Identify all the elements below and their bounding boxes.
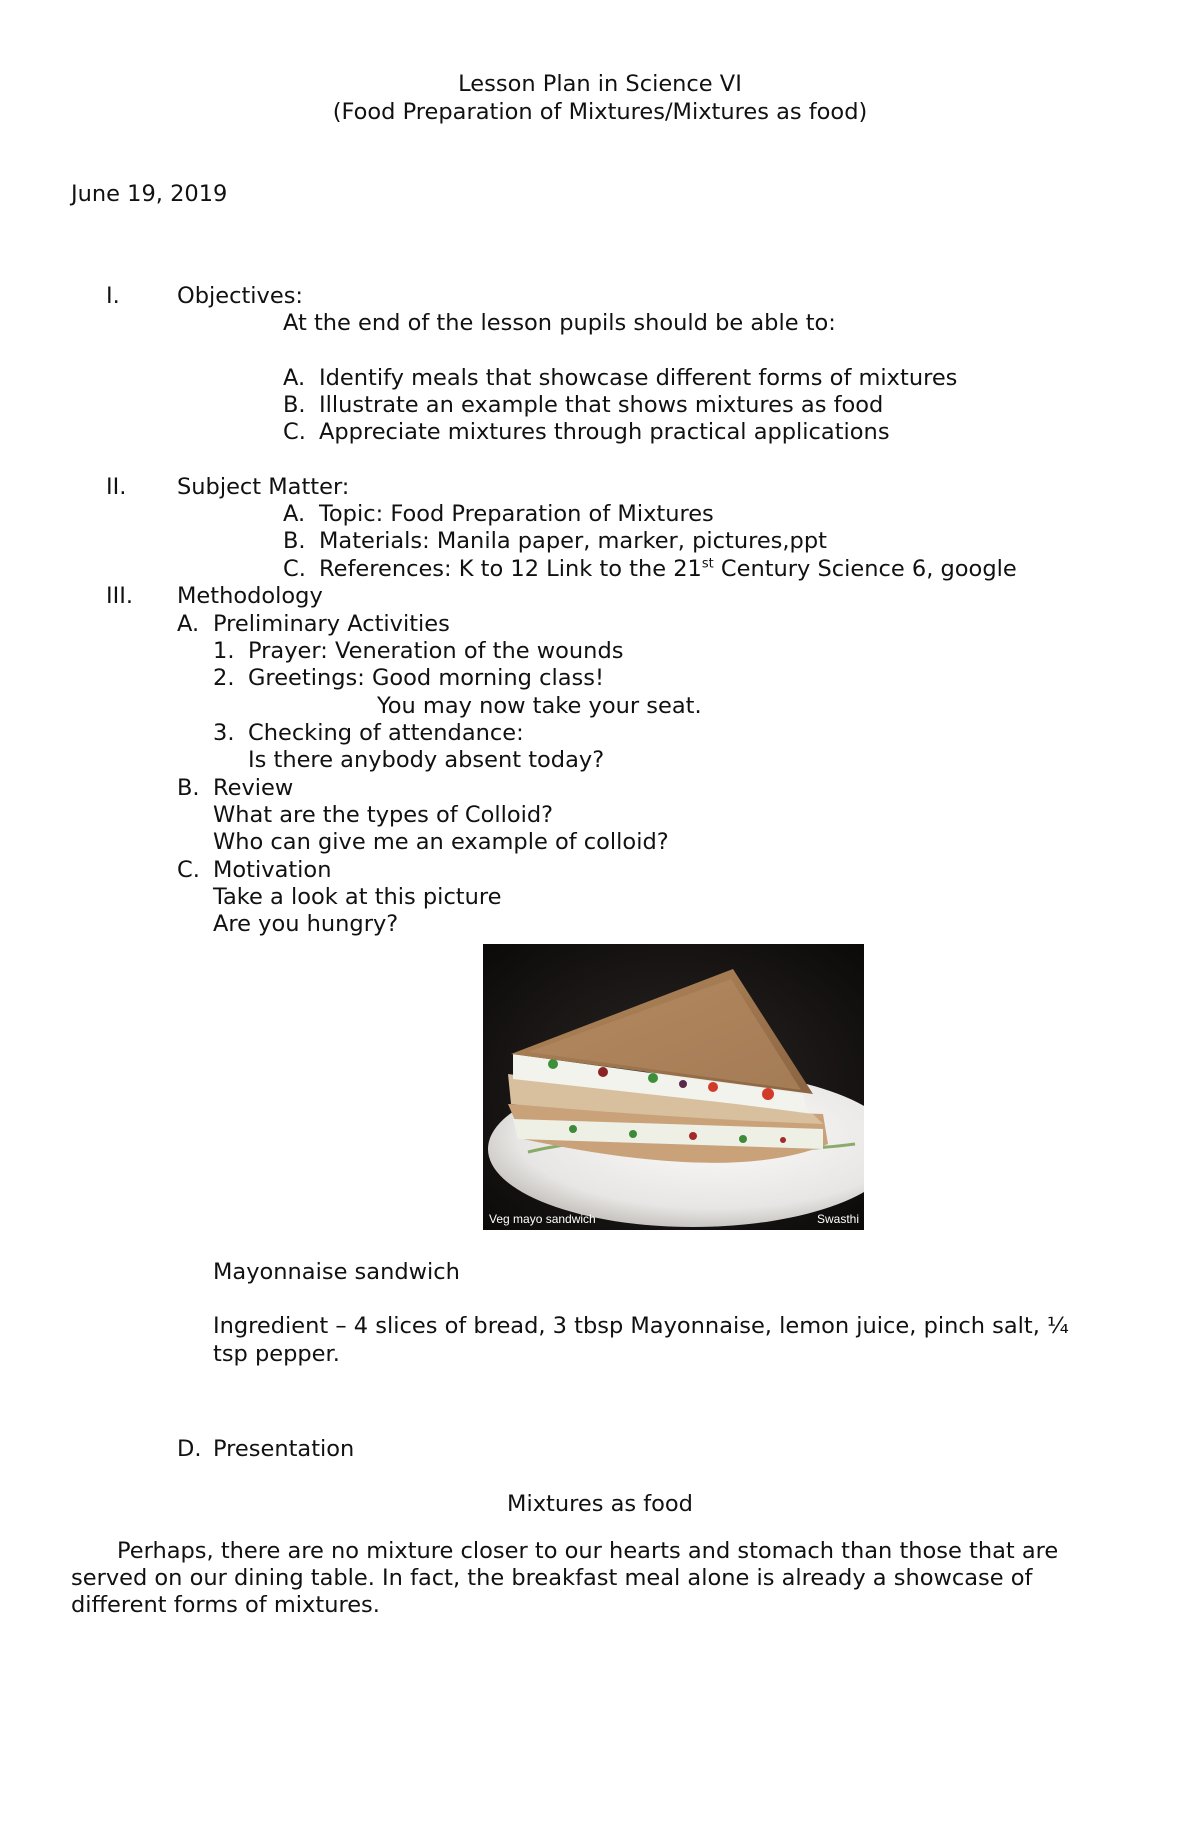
subject-letter: B. bbox=[283, 528, 306, 554]
activity-item-greetings: Greetings: Good morning class! bbox=[248, 665, 604, 691]
objectives-intro: At the end of the lesson pupils should be able to: bbox=[283, 310, 836, 336]
review-question: What are the types of Colloid? bbox=[213, 802, 554, 828]
motivation-line: Take a look at this picture bbox=[213, 884, 502, 910]
references-text: References: K to 12 Link to the 21 bbox=[319, 556, 702, 582]
subject-item-materials: Materials: Manila paper, marker, pictures,ppt bbox=[319, 528, 827, 554]
subject-item-references bbox=[319, 556, 1017, 583]
document-subtitle: (Food Preparation of Mixtures/Mixtures as food) bbox=[332, 99, 868, 125]
objective-item: Identify meals that showcase different forms of mixtures bbox=[319, 365, 958, 391]
activity-number: 3. bbox=[213, 720, 235, 746]
methodology-letter: D. bbox=[177, 1436, 202, 1462]
activity-item-prayer: Prayer: Veneration of the wounds bbox=[248, 638, 624, 664]
activity-number: 1. bbox=[213, 638, 235, 664]
methodology-letter: C. bbox=[177, 857, 200, 883]
objectives-heading: Objectives: bbox=[177, 283, 303, 309]
presentation-heading: Presentation bbox=[213, 1436, 355, 1462]
preliminary-heading: Preliminary Activities bbox=[213, 611, 450, 637]
section-numeral-subject-matter: II. bbox=[106, 474, 127, 500]
objective-letter: B. bbox=[283, 392, 306, 418]
subject-letter: A. bbox=[283, 501, 306, 527]
ingredients-line: Ingredient – 4 slices of bread, 3 tbsp Mayonnaise, lemon juice, pinch salt, ¼ bbox=[213, 1313, 1069, 1339]
attendance-continuation: Is there anybody absent today? bbox=[248, 747, 605, 773]
motivation-line: Are you hungry? bbox=[213, 911, 399, 937]
photo-caption-left: Veg mayo sandwich bbox=[489, 1212, 596, 1226]
subject-matter-heading: Subject Matter: bbox=[177, 474, 350, 500]
greetings-continuation: You may now take your seat. bbox=[377, 693, 702, 719]
activity-item-attendance: Checking of attendance: bbox=[248, 720, 524, 746]
photo-caption-right: Swasthi bbox=[816, 1212, 859, 1226]
sandwich-photo bbox=[483, 944, 864, 1230]
dish-name: Mayonnaise sandwich bbox=[213, 1259, 460, 1285]
methodology-letter: A. bbox=[177, 611, 200, 637]
methodology-heading: Methodology bbox=[177, 583, 323, 609]
objective-letter: A. bbox=[283, 365, 306, 391]
activity-number: 2. bbox=[213, 665, 235, 691]
references-text-end: Century Science 6, google bbox=[713, 556, 1017, 582]
document-title: Lesson Plan in Science VI bbox=[458, 71, 742, 97]
section-numeral-methodology: III. bbox=[106, 583, 134, 609]
paragraph-line: served on our dining table. In fact, the breakfast meal alone is already a showcase of bbox=[71, 1565, 1033, 1591]
objective-item: Illustrate an example that shows mixtures as food bbox=[319, 392, 884, 418]
subject-letter: C. bbox=[283, 556, 306, 582]
lesson-date: June 19, 2019 bbox=[71, 181, 228, 207]
review-question: Who can give me an example of colloid? bbox=[213, 829, 669, 855]
section-numeral-objectives: I. bbox=[106, 283, 120, 309]
ingredients-line-end: tsp pepper. bbox=[213, 1341, 340, 1367]
paragraph-line: different forms of mixtures. bbox=[71, 1592, 380, 1618]
methodology-letter: B. bbox=[177, 775, 200, 801]
objective-letter: C. bbox=[283, 419, 306, 445]
paragraph-line: Perhaps, there are no mixture closer to our hearts and stomach than those that are bbox=[117, 1538, 1059, 1564]
subject-item-topic: Topic: Food Preparation of Mixtures bbox=[319, 501, 714, 527]
presentation-title: Mixtures as food bbox=[507, 1491, 693, 1517]
motivation-heading: Motivation bbox=[213, 857, 332, 883]
review-heading: Review bbox=[213, 775, 294, 801]
references-superscript: st bbox=[701, 556, 714, 572]
objective-item: Appreciate mixtures through practical applications bbox=[319, 419, 890, 445]
